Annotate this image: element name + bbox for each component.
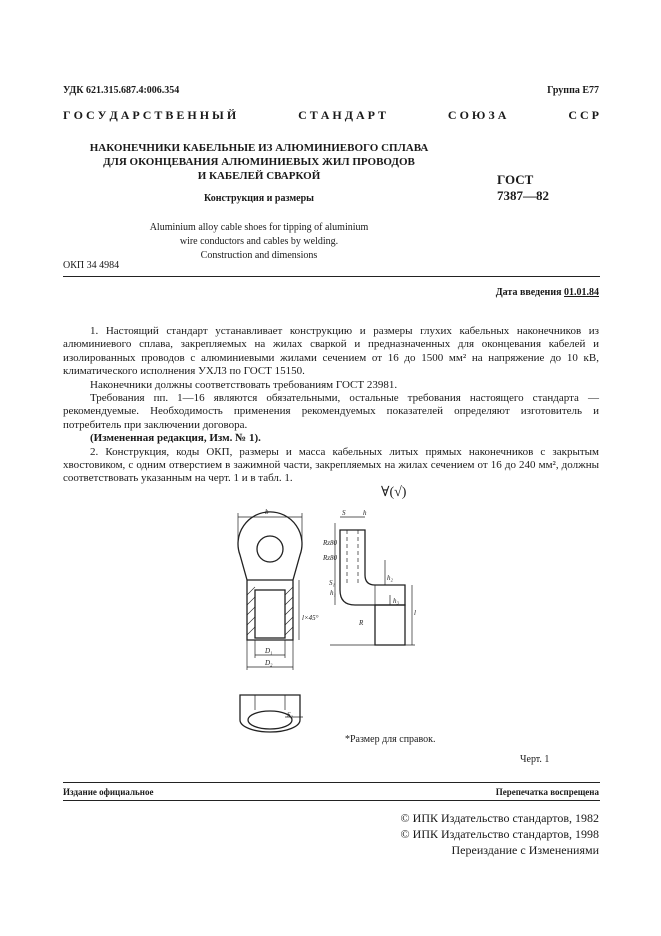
side-view-outline: [340, 530, 405, 605]
divider: [63, 276, 600, 277]
dim-h1: h₁: [330, 589, 336, 597]
document-subtitle: Конструкция и размеры: [204, 193, 314, 204]
dim-r: R: [359, 619, 364, 627]
footnote: *Размер для справок.: [345, 734, 436, 745]
okp-code: ОКП 34 4984: [63, 260, 120, 271]
gost-label: ГОСТ: [497, 172, 534, 187]
title-line: ДЛЯ ОКОНЦЕВАНИЯ АЛЮМИНИЕВЫХ ЖИЛ ПРОВОДОВ: [103, 156, 415, 168]
banner-word: Г О С У Д А Р С Т В Е Н Н Ы Й: [63, 108, 237, 122]
divider: [63, 800, 600, 801]
english-title-line: Construction and dimensions: [200, 250, 318, 261]
copyright-line: © ИПК Издательство стандартов, 1998: [400, 827, 599, 841]
banner-word: С О Ю З А: [447, 108, 507, 122]
gost-designation: [497, 172, 549, 204]
dim-h: h: [363, 509, 367, 517]
dim-s1: S₁: [329, 579, 335, 587]
cable-shoe-drawing: [225, 505, 425, 735]
divider: [63, 782, 600, 783]
title-line: И КАБЕЛЕЙ СВАРКОЙ: [197, 170, 321, 182]
bolt-hole: [257, 536, 283, 562]
surface-roughness-mark: ∀(√): [381, 485, 407, 500]
amendment-note: (Измененная редакция, Изм. № 1).: [90, 432, 261, 445]
paragraph: 1. Настоящий стандарт устанавливает конструкцию и размеры глухих кабельных наконечников из алюминиевого сплава, закрепляемых на жилах сваркой и предназначенных для оконцевания кабелей и изолированных проводов с алюминиевыми жилами сечением от 16 до 1500 мм² на напряжение до 10 кВ, климатического исполнения УХЛ3 по ГОСТ 15150.: [63, 325, 599, 378]
copyright-block: [401, 810, 599, 858]
title-line: НАКОНЕЧНИКИ КАБЕЛЬНЫЕ ИЗ АЛЮМИНИЕВОГО СПЛАВА: [89, 142, 429, 154]
reprint-note: Перепечатка воспрещена: [495, 787, 599, 797]
date-value: 01.01.84: [564, 287, 599, 298]
group-code: Группа Е77: [547, 85, 599, 96]
standard-banner: [63, 108, 599, 123]
dim-b: b: [265, 508, 269, 516]
roughness-rz2: Rz80: [323, 554, 337, 562]
edition-note: Издание официальное: [63, 787, 154, 797]
date-label: Дата введения: [495, 287, 562, 298]
banner-word: С Т А Н Д А Р Т: [298, 108, 386, 122]
copyright-line: © ИПК Издательство стандартов, 1982: [400, 811, 599, 825]
english-title: [63, 221, 455, 263]
paragraph: Наконечники должны соответствовать требованиям ГОСТ 23981.: [90, 378, 398, 391]
introduction-date: [496, 287, 599, 298]
roughness-rz1: Rz80: [323, 539, 337, 547]
english-title-line: wire conductors and cables by welding.: [179, 236, 339, 247]
document-title: [63, 141, 455, 183]
dim-l-chamfer: l×45°: [302, 614, 319, 622]
dim-h2: h₂: [387, 574, 393, 582]
udk-code: УДК 621.315.687.4:006.354: [63, 85, 180, 96]
english-title-line: Aluminium alloy cable shoes for tipping of aluminium: [149, 222, 369, 233]
reissue-line: Переиздание с Изменениями: [451, 843, 599, 857]
body-text: [63, 325, 599, 486]
dim-h3: h₃: [393, 597, 399, 605]
banner-word: С С Р: [568, 108, 599, 122]
barrel-bore: [255, 590, 285, 638]
gost-number: 7387—82: [497, 188, 549, 203]
dim-d2: D₂: [265, 659, 273, 667]
dim-s: S: [342, 509, 346, 517]
front-view-outline: [238, 512, 302, 640]
figure-caption: Черт. 1: [520, 754, 550, 765]
paragraph: 2. Конструкция, коды ОКП, размеры и масса кабельных литых прямых наконечников с закрытым хвостовиком, с одним отверстием в зажимной части, закрепляемых на жилах сечением от 16 до 240 мм², должны соответствовать указанным на черт. 1 и в табл. 1.: [63, 445, 599, 485]
dim-d1: D₁: [265, 647, 273, 655]
dim-s2: S₂: [287, 711, 293, 719]
dim-l: l: [414, 609, 416, 617]
paragraph: Требования пп. 1—16 являются обязательными, остальные требования настоящего стандарта — рекомендуемые. Необходимость применения рекомендуемых показателей определяют изготовитель и потребитель при заключении договора.: [63, 392, 599, 431]
